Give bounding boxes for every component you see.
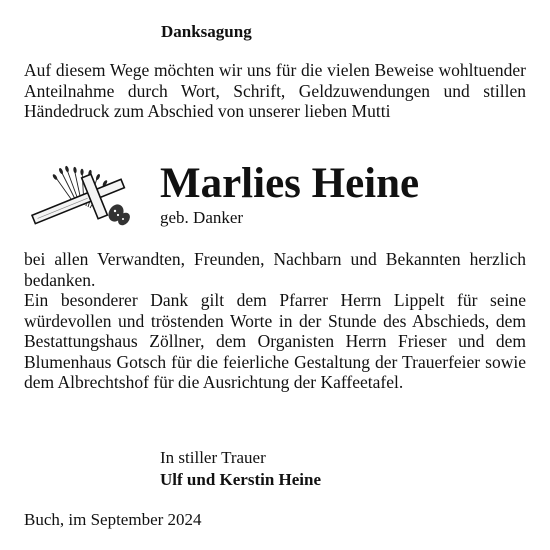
- cross-with-wheat-icon: [20, 165, 136, 229]
- thanks-paragraph: bei allen Verwandten, Freunden, Nachbarn und Bekannten herzlich bedanken.: [24, 249, 526, 290]
- deceased-name: Marlies Heine: [160, 160, 420, 207]
- special-thanks-paragraph: Ein besonderer Dank gilt dem Pfarrer Herrn Lippelt für seine würdevollen und tröstenden Worte in der Stunde des Abschieds, dem Bestattungshaus Zöllner, dem Organisten Herrn Frieser und dem Blumenhaus Gotsch für die feierliche Gestaltung der Trauerfeier sowie dem Albrechtshof für die Ausrichtung der Kaffeetafel.: [24, 290, 526, 392]
- notice-heading: Danksagung: [161, 22, 252, 41]
- signatories: Ulf und Kerstin Heine: [160, 470, 322, 489]
- closing-phrase: In stiller Trauer: [160, 448, 266, 467]
- intro-paragraph: Auf diesem Wege möchten wir uns für die vielen Beweise wohltuender Anteilnahme durch Wort, Schrift, Geldzuwendungen und stillen Händedruck zum Abschied von unserer lieben Mutti: [24, 60, 526, 121]
- maiden-name: geb. Danker: [160, 208, 244, 227]
- place-date: Buch, im September 2024: [24, 510, 202, 529]
